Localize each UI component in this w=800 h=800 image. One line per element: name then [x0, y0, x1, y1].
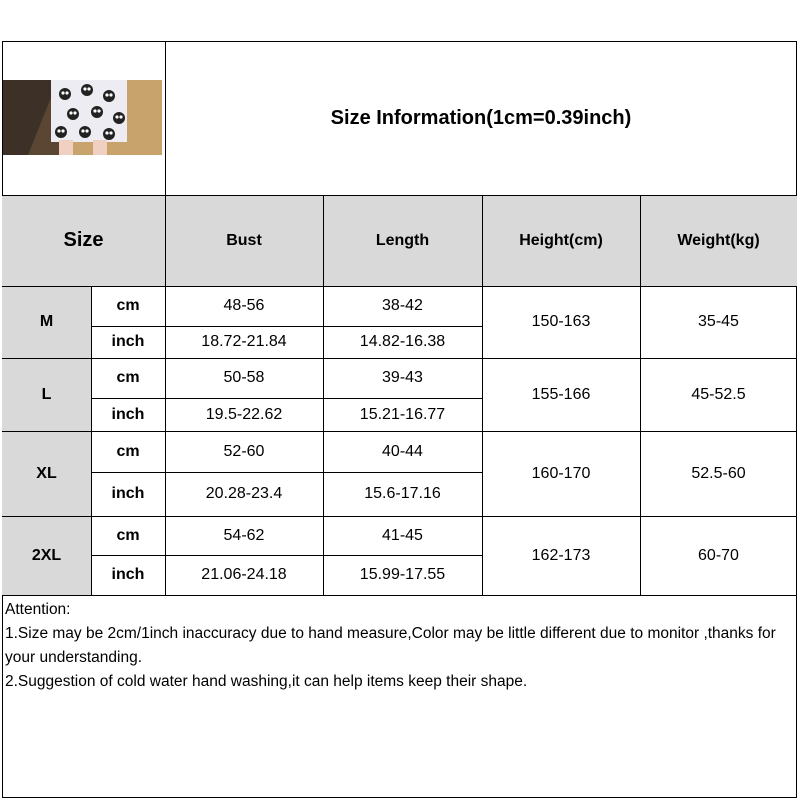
grid-line — [2, 431, 797, 432]
bust-inch: 18.72-21.84 — [201, 333, 287, 350]
weight-value: 45-52.5 — [691, 385, 746, 403]
product-photo — [3, 80, 162, 155]
length-cm: 39-43 — [382, 369, 423, 386]
grid-line — [91, 398, 482, 399]
bust-cm: 52-60 — [223, 442, 265, 460]
grid-line — [165, 41, 166, 595]
bust-cm: 50-58 — [223, 369, 265, 386]
grid-line — [91, 286, 92, 595]
size-2xl: 2XL — [2, 516, 91, 595]
grid-line — [482, 195, 483, 595]
attention-heading: Attention: — [5, 601, 71, 618]
length-inch: 15.6-17.16 — [364, 485, 441, 502]
unit-label-inch: inch — [111, 566, 145, 583]
unit-label-cm: cm — [116, 369, 140, 386]
bust-cm: 48-56 — [223, 297, 265, 314]
grid-line — [91, 472, 482, 473]
length-inch: 15.21-16.77 — [359, 405, 446, 423]
unit-label-cm: cm — [116, 442, 140, 460]
grid-line — [2, 358, 797, 359]
grid-line — [91, 555, 482, 556]
grid-line — [2, 195, 797, 196]
bust-inch: 21.06-24.18 — [201, 566, 287, 583]
grid-line — [2, 516, 797, 517]
grid-line — [2, 595, 797, 596]
bust-cm: 54-62 — [223, 526, 265, 544]
length-cm: 41-45 — [382, 526, 423, 544]
grid-line — [91, 326, 482, 327]
header-size: Size — [2, 195, 165, 286]
unit-label-inch: inch — [111, 405, 145, 423]
length-cm: 38-42 — [382, 297, 423, 314]
grid-line — [640, 195, 641, 595]
bust-inch: 19.5-22.62 — [205, 405, 283, 423]
length-inch: 14.82-16.38 — [359, 333, 446, 350]
attention-notes — [5, 598, 790, 694]
chart-title: Size Information(1cm=0.39inch) — [330, 107, 632, 129]
size-l: L — [2, 358, 91, 431]
attention-line-2: 2.Suggestion of cold water hand washing,it can help items keep their shape. — [5, 673, 528, 690]
unit-label-inch: inch — [111, 333, 145, 350]
header-length: Length — [323, 195, 482, 286]
weight-value: 60-70 — [698, 546, 739, 564]
unit-label-inch: inch — [111, 485, 145, 502]
grid-line — [2, 286, 797, 287]
weight-value: 52.5-60 — [691, 464, 746, 482]
header-bust: Bust — [165, 195, 323, 286]
height-value: 162-173 — [531, 546, 591, 564]
header-weight: Weight(kg) — [640, 195, 797, 286]
size-xl: XL — [2, 431, 91, 516]
weight-value: 35-45 — [698, 313, 739, 330]
height-value: 150-163 — [531, 313, 591, 330]
size-m: M — [2, 286, 91, 358]
length-inch: 15.99-17.55 — [359, 566, 446, 583]
bust-inch: 20.28-23.4 — [205, 485, 283, 502]
grid-line — [323, 195, 324, 595]
height-value: 160-170 — [531, 464, 591, 482]
attention-line-1: 1.Size may be 2cm/1inch inaccuracy due to hand measure,Color may be little different due to monitor ,thanks for your understanding. — [5, 625, 776, 666]
unit-label-cm: cm — [116, 297, 140, 314]
unit-label-cm: cm — [116, 526, 140, 544]
product-photo-image — [3, 80, 162, 155]
length-cm: 40-44 — [382, 442, 423, 460]
header-height: Height(cm) — [482, 195, 640, 286]
height-value: 155-166 — [531, 385, 591, 403]
